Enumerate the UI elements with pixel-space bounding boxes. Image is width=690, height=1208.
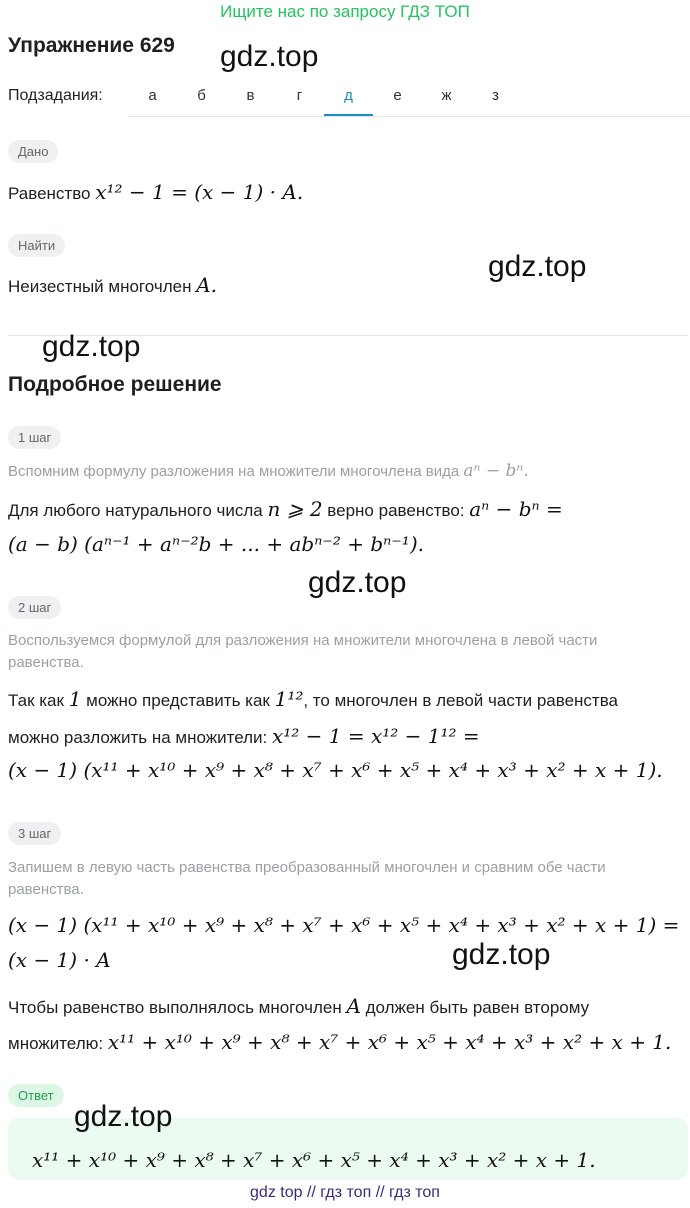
subtask-tab-b[interactable]: б	[197, 87, 206, 104]
step-3-badge: 3 шаг	[8, 822, 61, 845]
footer-links[interactable]: gdz top // гдз топ // гдз топ	[250, 1184, 440, 1201]
step-2-hint-2: равенства.	[8, 654, 84, 671]
find-text: Неизестный многочлен	[8, 277, 192, 296]
step-1-hint-formula: aⁿ − bⁿ.	[463, 461, 529, 481]
subtasks-tabs	[128, 80, 690, 117]
step-3-formula-c: A	[346, 994, 361, 1018]
step-2-line-1	[8, 687, 618, 713]
step-3-hint-2: равенства.	[8, 881, 84, 898]
exercise-title: Упражнение 629	[8, 34, 175, 57]
subtask-tab-a[interactable]: а	[148, 87, 157, 104]
step-2-text-a: Так как	[8, 691, 64, 710]
watermark: gdz.top	[308, 566, 407, 599]
subtask-tab-d[interactable]: д	[324, 80, 373, 116]
step-1-hint-text: Вспомним формулу разложения на множители многочлена вида	[8, 463, 460, 480]
given-row	[8, 180, 303, 206]
step-2-text-b: можно представить как	[86, 691, 270, 710]
find-badge: Найти	[8, 234, 65, 257]
step-3-text-a: Чтобы равенство выполнялось многочлен	[8, 998, 342, 1017]
step-3-line-1	[8, 994, 589, 1020]
answer-formula: x¹¹ + x¹⁰ + x⁹ + x⁸ + x⁷ + x⁶ + x⁵ + x⁴ + x³ + x² + x + 1.	[32, 1148, 596, 1172]
step-1-hint	[8, 460, 529, 483]
given-text: Равенство	[8, 184, 91, 203]
subtask-tab-g[interactable]: г	[296, 87, 303, 104]
step-1-line-1	[8, 497, 563, 523]
step-2-formula-b: 1¹²	[274, 687, 304, 711]
step-1-text-a: Для любого натурального числа	[8, 501, 263, 520]
given-formula: x¹² − 1 = (x − 1) · A.	[95, 180, 304, 204]
find-row	[8, 273, 217, 299]
promo-banner: Ищите нас по запросу ГДЗ ТОП	[220, 2, 470, 21]
step-2-formula-e: (x − 1) (x¹¹ + x¹⁰ + x⁹ + x⁸ + x⁷ + x⁶ + x⁵ + x⁴ + x³ + x² + x + 1).	[8, 758, 663, 782]
subtask-tab-zh[interactable]: ж	[441, 87, 452, 104]
step-2-text-d: можно разложить на множители:	[8, 728, 268, 747]
answer-badge: Ответ	[8, 1084, 64, 1107]
step-1-text-b: верно равенство:	[327, 501, 465, 520]
watermark: gdz.top	[452, 938, 551, 971]
subtask-tab-v[interactable]: в	[246, 87, 255, 104]
watermark: gdz.top	[74, 1100, 173, 1133]
step-3-formula-d: x¹¹ + x¹⁰ + x⁹ + x⁸ + x⁷ + x⁶ + x⁵ + x⁴ + x³ + x² + x + 1.	[107, 1030, 672, 1054]
step-3-formula-a: (x − 1) (x¹¹ + x¹⁰ + x⁹ + x⁸ + x⁷ + x⁶ + x⁵ + x⁴ + x³ + x² + x + 1) =	[8, 913, 680, 937]
step-1-formula-b: aⁿ − bⁿ =	[469, 497, 563, 521]
step-2-formula-a: 1	[68, 687, 82, 711]
step-2-line-2	[8, 724, 480, 750]
step-3-text-b: должен быть равен второму	[365, 998, 590, 1017]
step-2-hint-1: Воспользуемся формулой для разложения на множители многочлена в левой части	[8, 632, 598, 649]
step-2-badge: 2 шаг	[8, 596, 61, 619]
solution-title: Подробное решение	[8, 373, 222, 396]
find-formula: A.	[196, 273, 218, 297]
watermark: gdz.top	[220, 40, 319, 73]
watermark: gdz.top	[42, 330, 141, 363]
step-1-formula-c: (a − b) (aⁿ⁻¹ + aⁿ⁻²b + ... + abⁿ⁻² + bⁿ⁻¹).	[8, 532, 424, 556]
subtask-tab-e[interactable]: е	[393, 87, 402, 104]
given-badge: Дано	[8, 140, 58, 163]
step-1-formula-a: n ⩾ 2	[267, 497, 323, 521]
subtask-tab-z[interactable]: з	[492, 87, 499, 104]
step-3-text-c: множителю:	[8, 1034, 104, 1053]
step-3-line-2	[8, 1030, 671, 1056]
step-2-text-c: , то многочлен в левой части равенства	[303, 691, 618, 710]
step-3-hint-1: Запишем в левую часть равенства преобразованный многочлен и сравним обе части	[8, 859, 606, 876]
step-3-formula-b: (x − 1) · A	[8, 948, 111, 972]
watermark: gdz.top	[488, 250, 587, 283]
step-1-badge: 1 шаг	[8, 426, 61, 449]
step-2-formula-d: x¹² − 1 = x¹² − 1¹² =	[271, 724, 480, 748]
subtasks-label: Подзадания:	[8, 87, 103, 104]
